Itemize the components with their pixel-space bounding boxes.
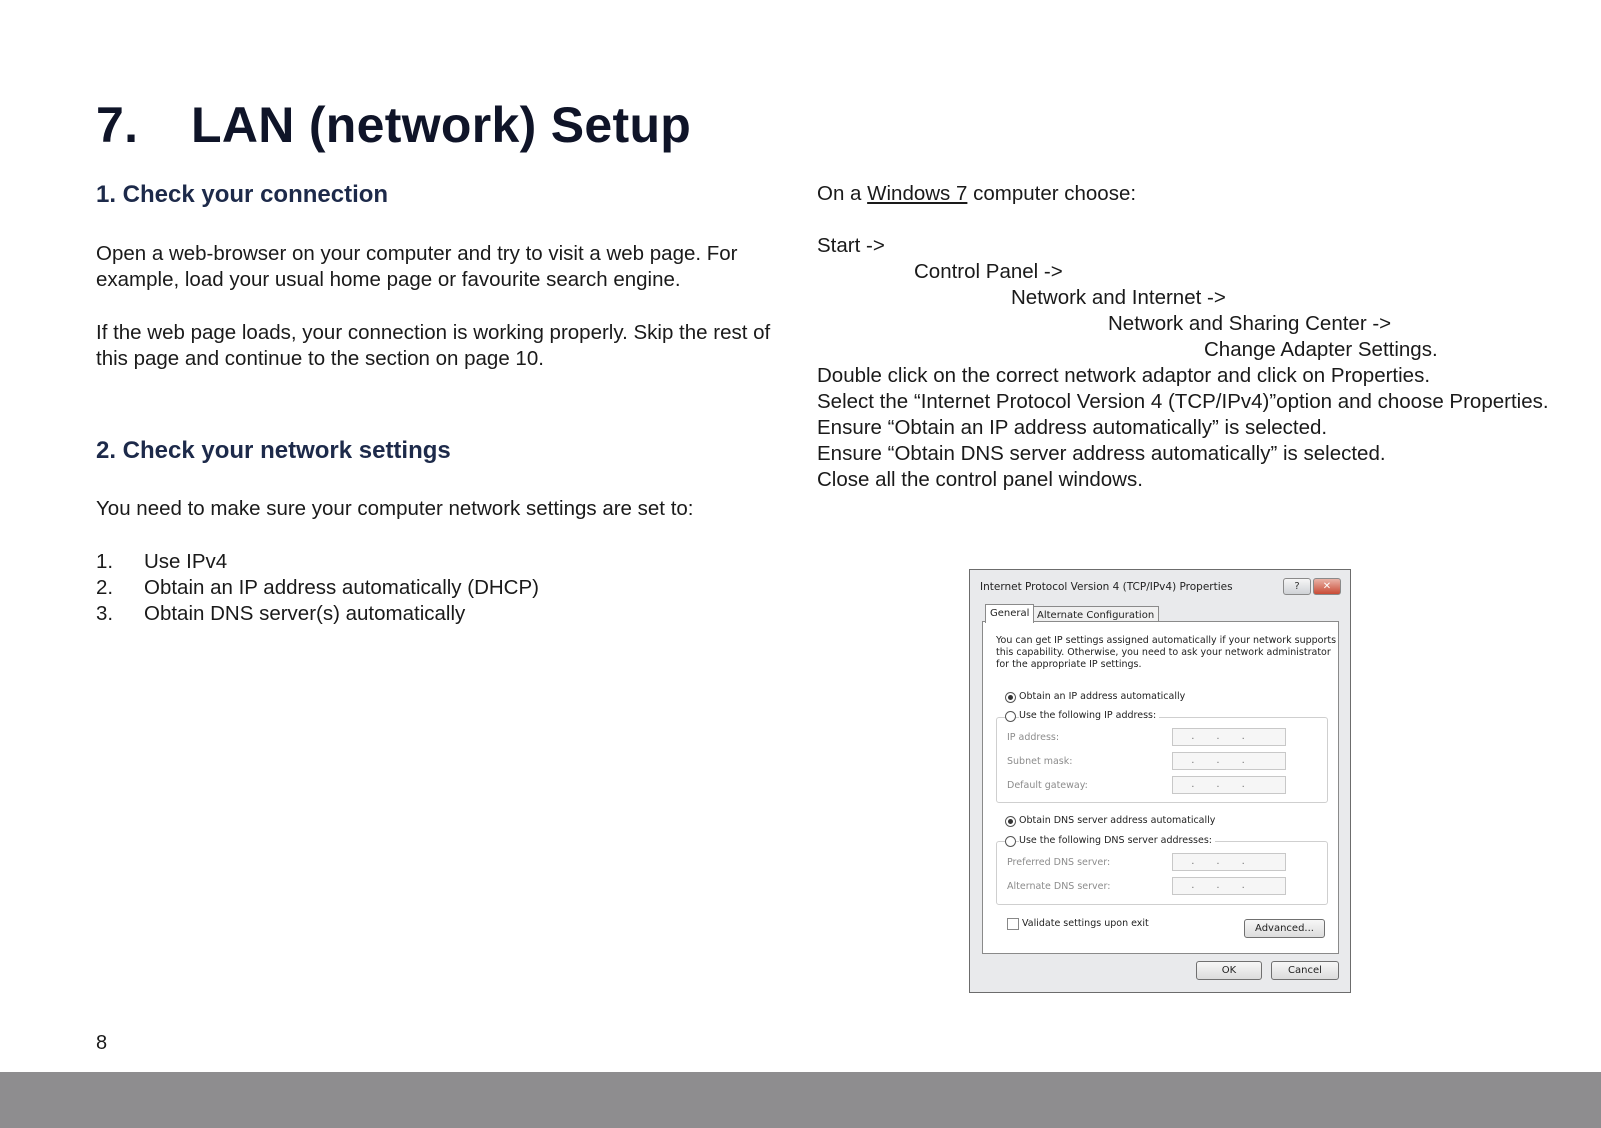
help-button[interactable]: ? (1283, 578, 1311, 595)
step-line: Close all the control panel windows. (817, 468, 1143, 491)
subnet-mask-field[interactable]: ... (1172, 752, 1286, 770)
chapter-number: 7. (96, 97, 139, 153)
step-line: Ensure “Obtain an IP address automatically” is selected. (817, 416, 1328, 439)
settings-paragraph: You need to make sure your computer network settings are set to: (96, 497, 694, 520)
preferred-dns-field[interactable]: ... (1172, 853, 1286, 871)
tab-general[interactable]: General (985, 604, 1034, 623)
validate-label: Validate settings upon exit (1022, 918, 1149, 929)
radio-use-dns[interactable] (1005, 836, 1016, 847)
page-number: 8 (96, 1032, 108, 1054)
windows-intro: On a Windows 7 computer choose: (817, 182, 1137, 205)
ip-address-field[interactable]: ... (1172, 728, 1286, 746)
list-item: 1. Use IPv4 (96, 550, 228, 573)
path-step-network-internet: Network and Internet -> (1011, 286, 1226, 309)
alternate-dns-label: Alternate DNS server: (1007, 881, 1111, 892)
description-line: this capability. Otherwise, you need to ask your network administrator (996, 647, 1331, 658)
default-gateway-field[interactable]: ... (1172, 776, 1286, 794)
path-step-adapter-settings: Change Adapter Settings. (1204, 338, 1438, 361)
footer-bar (0, 1072, 1601, 1128)
validate-checkbox[interactable] (1007, 918, 1019, 930)
step-line: Select the “Internet Protocol Version 4 (TCP/IPv4)”option and choose Properties. (817, 390, 1549, 413)
radio-obtain-dns-label: Obtain DNS server address automatically (1019, 815, 1216, 826)
page-loads-paragraph: If the web page loads, your connection is working properly. Skip the rest of this page and continue to the section on page 10. (96, 321, 771, 370)
step-line: Ensure “Obtain DNS server address automatically” is selected. (817, 442, 1386, 465)
dns-group (996, 841, 1328, 905)
list-item: 3. Obtain DNS server(s) automatically (96, 602, 466, 625)
radio-use-dns-label: Use the following DNS server addresses: (1019, 835, 1215, 847)
subnet-mask-label: Subnet mask: (1007, 756, 1073, 767)
settings-list (96, 549, 786, 627)
instruction-steps (817, 363, 1577, 493)
close-button[interactable]: ✕ (1313, 578, 1341, 595)
path-step-control-panel: Control Panel -> (914, 260, 1063, 283)
radio-use-ip[interactable] (1005, 711, 1016, 722)
advanced-button[interactable]: Advanced... (1244, 919, 1325, 938)
tab-alternate-configuration[interactable]: Alternate Configuration (1032, 606, 1159, 624)
description-line: You can get IP settings assigned automatically if your network supports (996, 635, 1337, 646)
description-line: for the appropriate IP settings. (996, 659, 1142, 670)
list-item: 2. Obtain an IP address automatically (DHCP) (96, 576, 539, 599)
connection-paragraph: Open a web-browser on your computer and try to visit a web page. For example, load your usual home page or favourite search engine. (96, 242, 738, 291)
radio-obtain-ip-label: Obtain an IP address automatically (1019, 691, 1186, 702)
cancel-button[interactable]: Cancel (1271, 961, 1339, 980)
radio-use-ip-label: Use the following IP address: (1019, 710, 1159, 722)
page-title (96, 96, 691, 154)
section2-heading: 2. Check your network settings (96, 437, 451, 464)
radio-obtain-ip[interactable] (1005, 692, 1016, 703)
general-panel (982, 621, 1339, 954)
radio-obtain-dns[interactable] (1005, 816, 1016, 827)
step-line: Double click on the correct network adaptor and click on Properties. (817, 364, 1431, 387)
ip-address-label: IP address: (1007, 732, 1060, 743)
dialog-title: Internet Protocol Version 4 (TCP/IPv4) Properties (980, 581, 1233, 593)
preferred-dns-label: Preferred DNS server: (1007, 857, 1111, 868)
path-step-start: Start -> (817, 234, 885, 257)
path-step-sharing-center: Network and Sharing Center -> (1108, 312, 1392, 335)
ok-button[interactable]: OK (1196, 961, 1262, 980)
default-gateway-label: Default gateway: (1007, 780, 1088, 791)
chapter-title: LAN (network) Setup (191, 97, 692, 153)
ipv4-properties-dialog (969, 569, 1351, 993)
alternate-dns-field[interactable]: ... (1172, 877, 1286, 895)
section1-heading: 1. Check your connection (96, 181, 389, 208)
windows7-link[interactable]: Windows 7 (867, 182, 968, 205)
